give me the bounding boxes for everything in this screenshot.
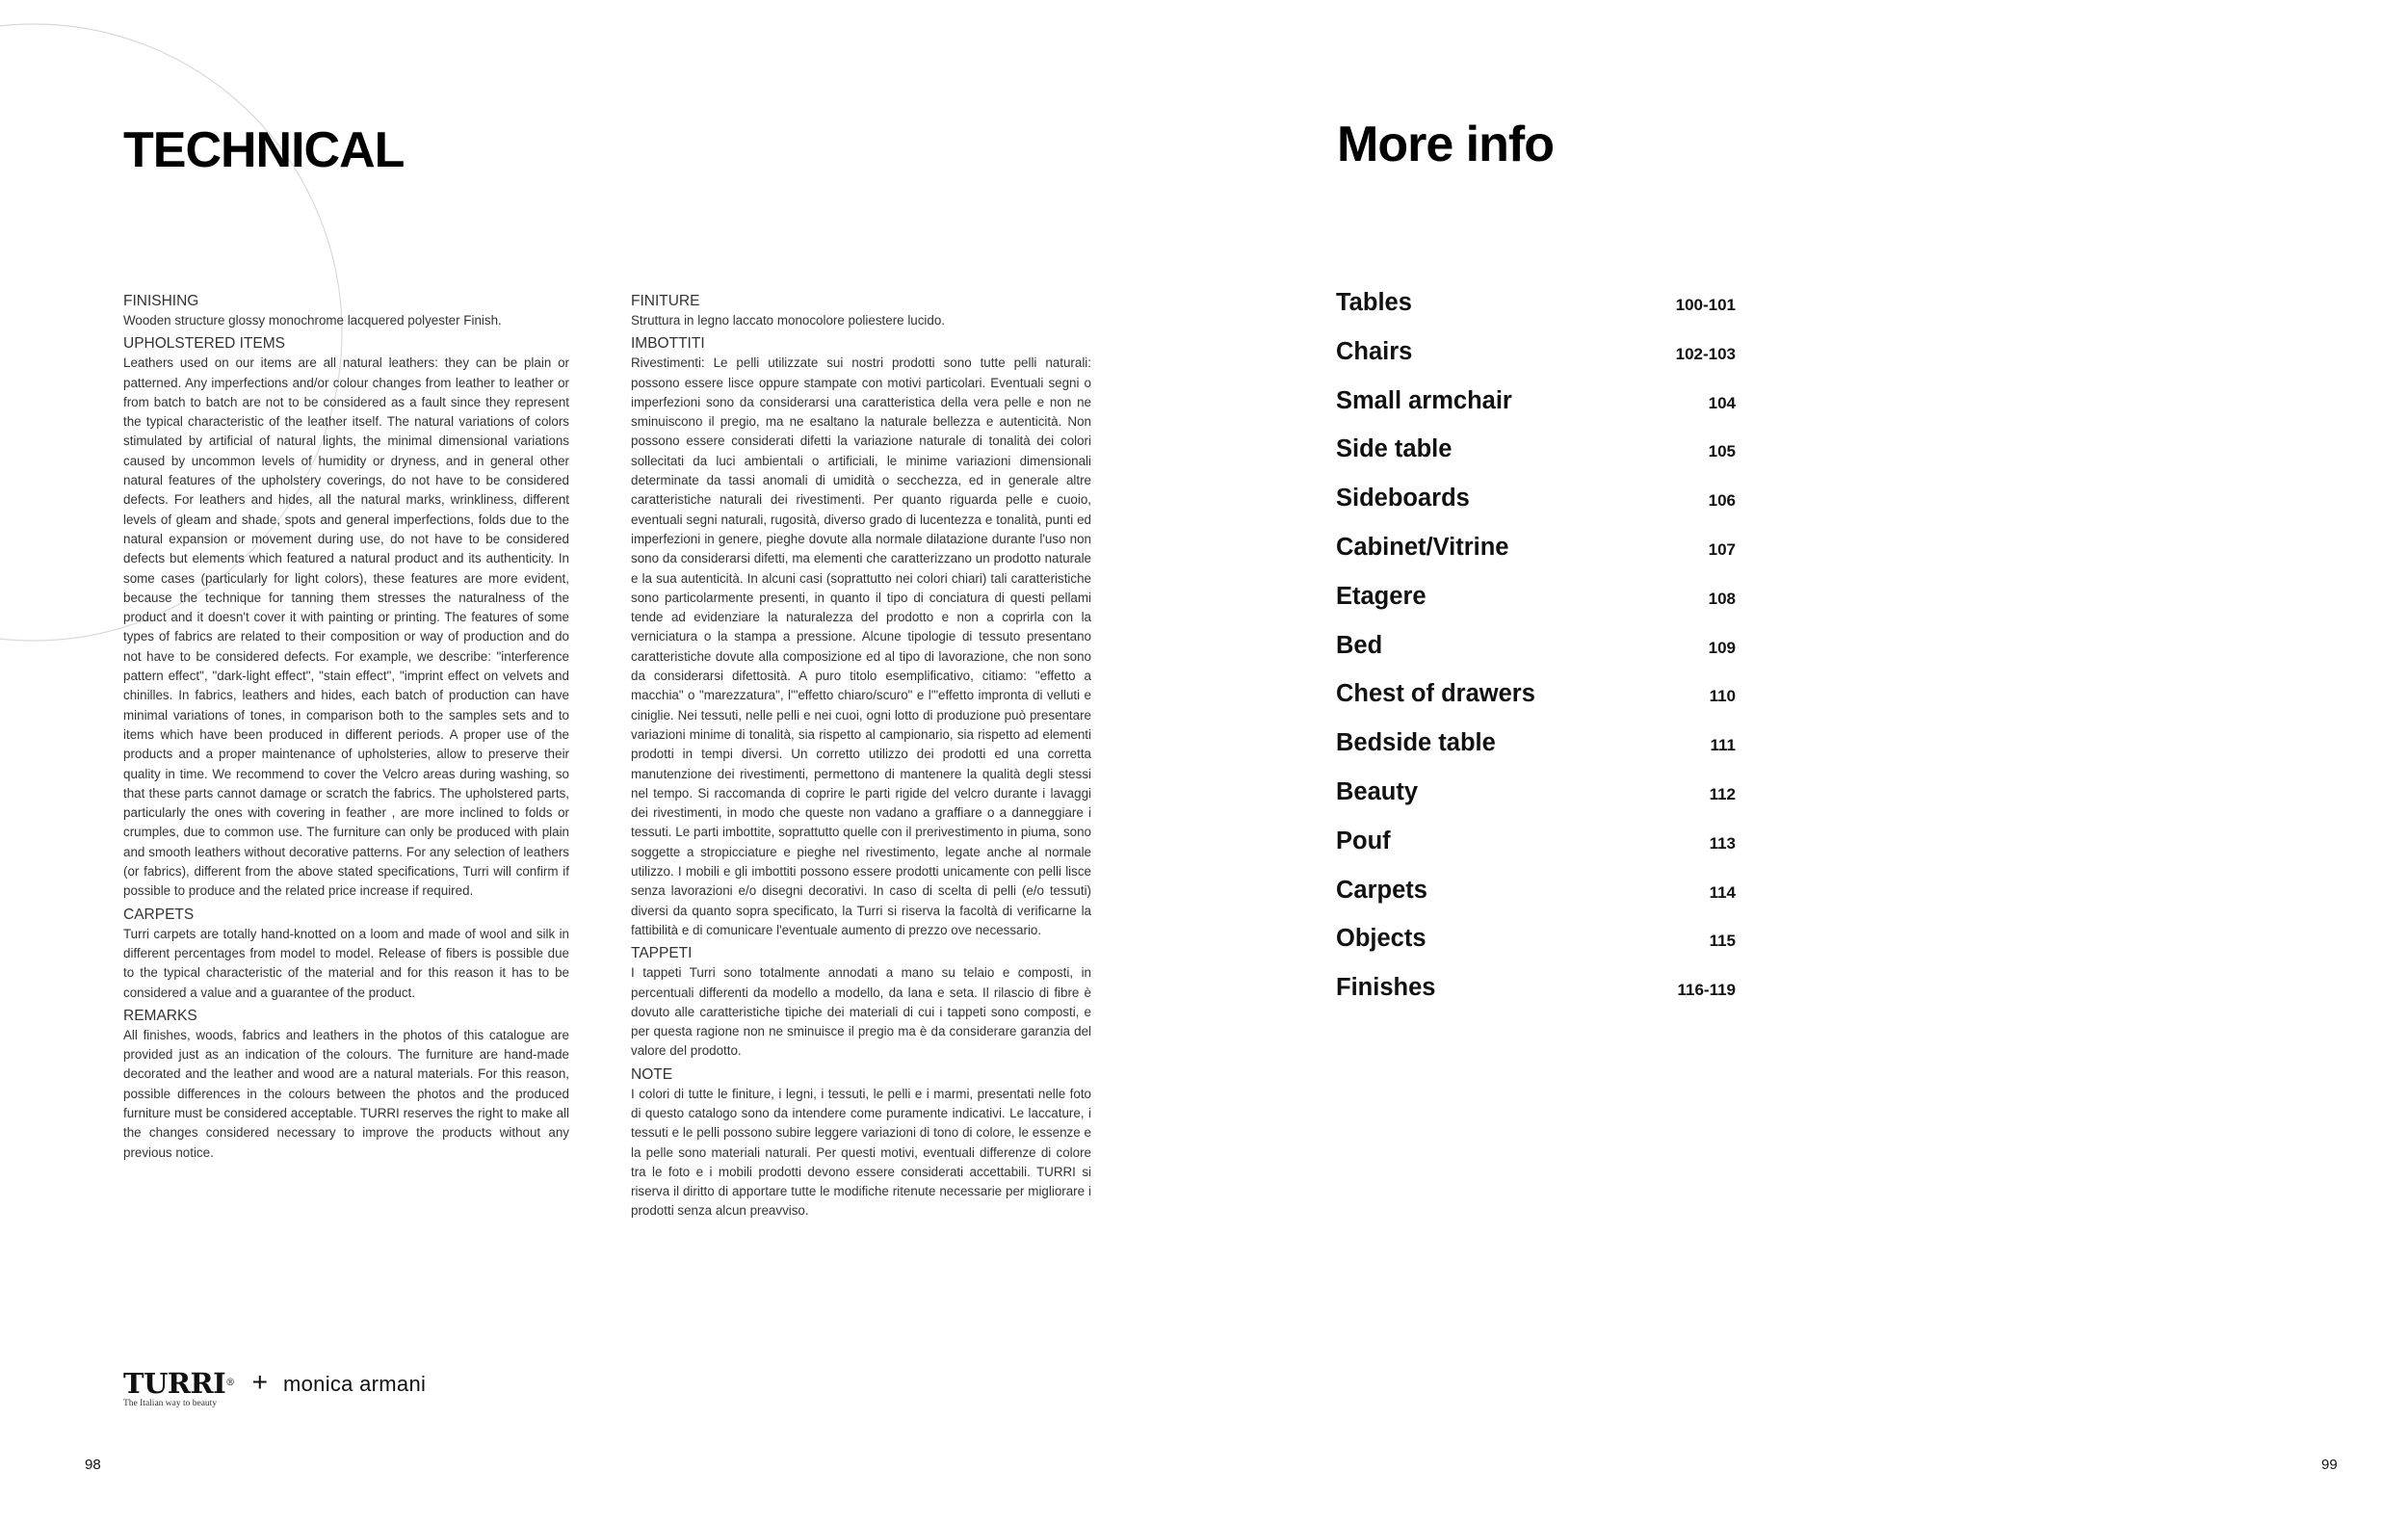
note-heading: NOTE: [631, 1065, 673, 1083]
toc-page: 108: [1708, 589, 1736, 608]
carpets-heading: CARPETS: [123, 906, 195, 923]
page-number-right: 99: [2321, 1457, 2338, 1473]
page-title-technical: TECHNICAL: [123, 122, 405, 178]
toc-item-beauty[interactable]: [1336, 778, 1736, 828]
toc-label: Bedside table: [1336, 729, 1496, 757]
toc-page: 110: [1709, 687, 1736, 706]
table-of-contents: [1336, 289, 1736, 1023]
toc-item-chairs[interactable]: [1336, 338, 1736, 387]
toc-label: Side table: [1336, 435, 1453, 463]
turri-tagline: The Italian way to beauty: [123, 1399, 218, 1408]
toc-item-chest-of-drawers[interactable]: [1336, 680, 1736, 729]
toc-page: 106: [1708, 491, 1736, 511]
plus-sign: +: [251, 1367, 268, 1397]
toc-label: Chairs: [1336, 337, 1413, 365]
toc-label: Etagere: [1336, 582, 1426, 610]
toc-page: 111: [1710, 736, 1736, 755]
brand-logo: [123, 1369, 426, 1408]
toc-item-finishes[interactable]: [1336, 974, 1736, 1023]
toc-label: Cabinet/Vitrine: [1336, 533, 1509, 561]
toc-label: Finishes: [1336, 974, 1436, 1002]
page-title-more-info: More info: [1337, 117, 1554, 172]
registered-mark: ®: [225, 1378, 235, 1388]
italian-column: [631, 292, 1091, 1225]
toc-label: Chest of drawers: [1336, 680, 1535, 708]
toc-page: 116-119: [1677, 981, 1736, 1000]
toc-page: 102-103: [1675, 344, 1736, 363]
toc-item-sideboards[interactable]: [1336, 485, 1736, 534]
designer-name: monica armani: [283, 1372, 427, 1396]
toc-page: 109: [1708, 638, 1736, 657]
toc-page: 112: [1709, 784, 1736, 803]
toc-page: 115: [1709, 932, 1736, 951]
english-column: [123, 292, 569, 1167]
toc-page: 105: [1708, 442, 1736, 461]
toc-label: Beauty: [1336, 777, 1419, 805]
page-number-left: 98: [85, 1457, 101, 1473]
toc-label: Tables: [1336, 289, 1412, 316]
toc-label: Pouf: [1336, 827, 1391, 854]
remarks-heading: REMARKS: [123, 1007, 197, 1024]
toc-item-bedside-table[interactable]: [1336, 729, 1736, 778]
imbottiti-text: Rivestimenti: Le pelli utilizzate sui nostri prodotti sono tutte pelli naturali: possono essere lisce oppure stampate con motivi particolari. Eventuali segni o imperfezioni sono da considerarsi una caratteristica della vera pelle e non ne sminuiscono il pregio, ma ne esaltano la naturale bellezza e autenticità. Non possono essere considerati difetti la variazione naturale di tonalità dei colori sollecitati da luci ambientali o artificiali, le minime variazioni dimensionali determinate da tassi anomali di umidità o secchezza, ed in generale altre caratteristiche naturali dei rivestimenti. Per quanto riguarda pelle e cuoio, eventuali segni naturali, rugosità, diverso grado di lucentezza e tonalità, punti ed imperfezioni in genere, pieghe dovute alla normale dilatazione durante l'uso non sono da considerarsi difetti, ma elementi che caratterizzano un prodotto naturale e la sua autenticità. In alcuni casi (soprattutto nei colori chiari) tali caratteristiche sono particolarmente presenti, in quanto il tipo di conciatura di questi pellami tende ad evidenziare la naturalezza del prodotto e non a coprirla con la verniciatura o la stampa a pressione. Alcune tipologie di tessuto presentano caratteristiche dovute alla composizione ed al tipo di lavorazione, che non sono da considerarsi difettosità. A puro titolo esemplificativo, citiamo: "effetto a macchia" o "marezzatura", l'"effetto chiaro/scuro" e l'"effetto impronta di velluti e ciniglie. Nei tessuti, nelle pelli e nei cuoi, ogni lotto di produzione può presentare variazioni minime di tonalità, sia rispetto al campionario, sia rispetto ad elementi prodotti in tempi diversi. Un corretto utilizzo dei prodotti ed una corretta manutenzione dei rivestimenti, permettono di mantenere la qualità degli stessi nel tempo. Si raccomanda di coprire le parti rigide del velcro durante i lavaggi dei rivestimenti, in modo che queste non vadano a graffiare o a danneggiare i tessuti. Le parti imbottite, soprattutto quelle con il prerivestimento in piuma, sono soggette a stropicciature e pieghe nel rivestimento, legate anche al normale utilizzo. I mobili e gli imbottiti possono essere prodotti unicamente con pelli lisce senza lavorazioni e/o disegni decorativi. In caso di scelta di pelli (e/o tessuti) diversi da quanto sopra specificato, la Turri si riserva la facoltà di verificarne la fattibilità e di comunicare l'eventuale aumento di prezzo ove necessario.: [631, 355, 1091, 937]
carpets-text: Turri carpets are totally hand-knotted on a loom and made of wool and silk in different percentages from model to model. Release of fibers is possible due to the typical characteristic of the material and for this reason it has to be considered a value and a guarantee of the product.: [123, 926, 569, 1000]
toc-label: Objects: [1336, 925, 1426, 953]
toc-item-bed[interactable]: [1336, 632, 1736, 681]
toc-item-tables[interactable]: [1336, 289, 1736, 338]
toc-item-pouf[interactable]: [1336, 828, 1736, 877]
toc-page: 107: [1708, 539, 1736, 559]
toc-page: 114: [1709, 882, 1736, 902]
turri-wordmark: TURRI: [123, 1367, 226, 1400]
toc-item-cabinet-vitrine[interactable]: [1336, 534, 1736, 583]
finishing-heading: FINISHING: [123, 293, 199, 309]
toc-item-etagere[interactable]: [1336, 583, 1736, 632]
toc-page: 104: [1708, 393, 1736, 412]
finishing-text: Wooden structure glossy monochrome lacquered polyester Finish.: [123, 313, 502, 328]
finiture-text: Struttura in legno laccato monocolore poliestere lucido.: [631, 313, 946, 328]
toc-label: Carpets: [1336, 876, 1427, 904]
toc-label: Small armchair: [1336, 386, 1512, 414]
toc-item-side-table[interactable]: [1336, 435, 1736, 485]
tappeti-heading: TAPPETI: [631, 945, 693, 962]
remarks-text: All finishes, woods, fabrics and leathers in the photos of this catalogue are provided just as an indication of the colours. The furniture are hand-made decorated and the leather and wood are a natural materials. For this reason, possible differences in the colours between the photos and the produced furniture must be considered acceptable. TURRI reserves the right to make all the changes considered necessary to improve the products without any previous notice.: [123, 1027, 569, 1160]
turri-logo: [123, 1369, 235, 1408]
finiture-heading: FINITURE: [631, 293, 700, 309]
upholstered-text: Leathers used on our items are all natural leathers: they can be plain or patterned. Any imperfections and/or colour changes from leather to leather or from batch to batch are not to be considered as a fault since they represent the typical characteristic of the leather itself. The natural variations of colors stimulated by artificial of natural lights, the minimal dimensional variations caused by uncommon levels of humidity or dryness, and in general other natural features of the upholstery coverings, do not have to be considered defects. For leathers and hides, all the natural marks, wrinkliness, different levels of gleam and shade, spots and general imperfections, folds due to the natural expansion or movement during use, do not have to be considered defects but elements which featured a natural product and its authenticity. In some cases (particularly for light colors), these features are more evident, because the technique for tanning them stresses the naturalness of the product and it doesn't cover it with painting or printing. The features of some types of fabrics are related to their composition or way of production and do not have to be considered defects. For example, we describe: "interference pattern effect", "dark-light effect", "stain effect", "imprint effect on velvets and chinilles. In fabrics, leathers and hides, each batch of production can have minimal variations of tones, in comparison both to the samples sets and to items which have been produced in different periods. A proper use of the products and a proper maintenance of upholsteries, allow to preserve their quality in time. We recommend to cover the Velcro areas during washing, so that these parts cannot damage or scratch the fabrics. The upholstered parts, particularly the ones with covering in feather , are more inclined to folds or crumples, due to common use. The furniture can only be produced with plain and smooth leathers without decorative patterns. For any selection of leathers (or fabrics), different from the above stated specifications, Turri will confirm if possible to produce and the related price increase if required.: [123, 355, 569, 899]
toc-label: Sideboards: [1336, 485, 1470, 512]
toc-item-small-armchair[interactable]: [1336, 387, 1736, 436]
upholstered-heading: UPHOLSTERED ITEMS: [123, 335, 285, 353]
toc-item-carpets[interactable]: [1336, 877, 1736, 926]
toc-label: Bed: [1336, 631, 1383, 659]
imbottiti-heading: IMBOTTITI: [631, 335, 705, 353]
toc-page: 113: [1709, 833, 1736, 853]
note-text: I colori di tutte le finiture, i legni, i tessuti, le pelli e i marmi, presentati nelle foto di questo catalogo sono da intendere come puramente indicativi. Le laccature, i tessuti e le pelli possono subire leggere variazioni di tono di colore, le essenze e la pelle sono materiali naturali. Per questi motivi, eventuali differenze di colore tra le foto e i mobili prodotti devono essere considerati accettabili. TURRI si riserva il diritto di apportare tutte le modifiche ritenute necessarie per migliorare i prodotti senza alcun preavviso.: [631, 1086, 1091, 1219]
tappeti-text: I tappeti Turri sono totalmente annodati a mano su telaio e composti, in percentuali differenti da modello a modello, da lana e seta. Il rilascio di fibre è dovuto alle caratteristiche tipiche dei materiali di cui i tappeti sono composti, e per questa ragione non ne sminuisce il pregio ma è da considerare garanzia del valore del prodotto.: [631, 965, 1091, 1059]
toc-item-objects[interactable]: [1336, 925, 1736, 974]
toc-page: 100-101: [1675, 296, 1736, 314]
